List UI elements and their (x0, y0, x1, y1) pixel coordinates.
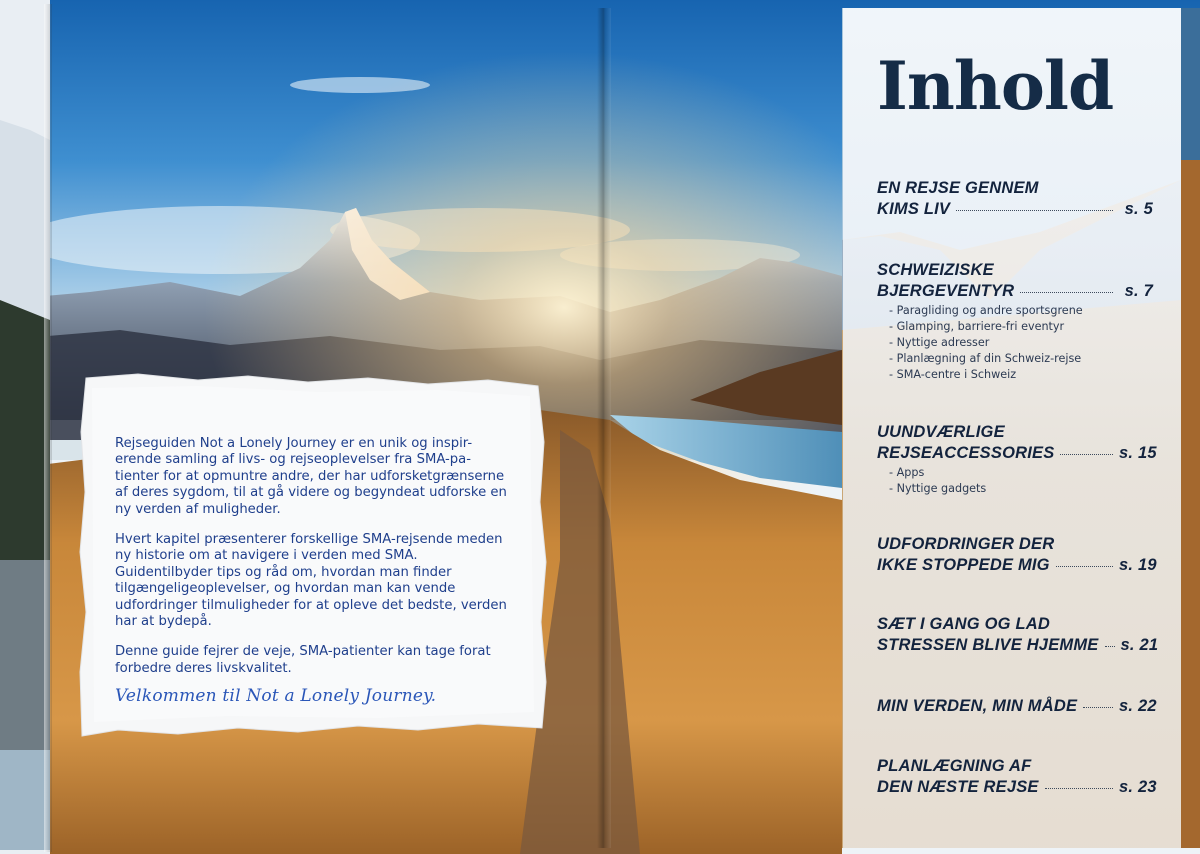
toc-subitem[interactable]: - Glamping, barriere-fri eventyr (889, 319, 1153, 335)
toc-subitem[interactable]: - Paragliding og andre sportsgrene (889, 303, 1153, 319)
table-of-contents (843, 8, 1181, 848)
intro-paper-card (78, 372, 550, 750)
toc-entry-title-line: PLANLÆGNING AF (877, 757, 1032, 775)
dot-leader (1020, 292, 1113, 293)
toc-entry[interactable] (877, 756, 1157, 797)
toc-subitem[interactable]: - Nyttige gadgets (889, 481, 1153, 497)
book-gutter (597, 8, 611, 848)
toc-subitems (889, 465, 1153, 497)
toc-entry-title-line: KIMS LIV (877, 199, 951, 218)
intro-paragraph: Hvert kapitel præsenterer forskellige SMA-rejsende meden ny historie om at navigere i verden med SMA. Guidentilbyder tips og råd om, hvordan man finder tilgængeligeoplevelser, og hvordan man kan vende udfordringer tilmuligheder for at opleve det bedste, verden har at bydepå. (115, 532, 507, 630)
toc-entry[interactable] (877, 260, 1153, 383)
toc-entry[interactable] (877, 614, 1159, 655)
toc-entry-last-line (877, 199, 1153, 220)
page-edge (44, 4, 52, 852)
toc-subitem[interactable]: - Apps (889, 465, 1153, 481)
dot-leader (1045, 788, 1113, 789)
toc-subitem[interactable]: - Nyttige adresser (889, 335, 1153, 351)
toc-entry-title-line: STRESSEN BLIVE HJEMME (877, 635, 1099, 654)
toc-entry-title-line: MIN VERDEN, MIN MÅDE (877, 697, 1078, 715)
toc-subitem[interactable]: - SMA-centre i Schweiz (889, 367, 1153, 383)
toc-page-number: s. 15 (1119, 443, 1157, 462)
toc-subitem[interactable]: - Planlægning af din Schweiz-rejse (889, 351, 1153, 367)
toc-entry-last-line (877, 777, 1157, 798)
dot-leader (1083, 707, 1113, 708)
toc-entry[interactable] (877, 534, 1157, 575)
toc-entry-last-line (877, 635, 1159, 656)
toc-entry[interactable] (877, 178, 1153, 219)
toc-entry-title-line: SCHWEIZISKE (877, 261, 994, 279)
toc-entry-title-line: DEN NÆSTE REJSE (877, 777, 1039, 796)
dot-leader (1105, 646, 1115, 647)
toc-entry-last-line (877, 555, 1157, 576)
intro-paragraph: Denne guide fejrer de veje, SMA-patienter kan tage forat forbedre deres livskvalitet. (115, 644, 491, 676)
toc-entry-title-line: UDFORDRINGER DER (877, 535, 1055, 553)
toc-entry-title-line: BJERGEVENTYR (877, 281, 1015, 300)
toc-entry-last-line (877, 696, 1157, 717)
toc-page-number: s. 19 (1119, 555, 1157, 574)
toc-page-number: s. 7 (1124, 281, 1153, 300)
toc-entry-title-line: IKKE STOPPEDE MIG (877, 555, 1050, 574)
toc-entry-title-line: REJSEACCESSORIES (877, 443, 1055, 462)
toc-entry-title-line: EN REJSE GENNEM (877, 179, 1039, 197)
toc-page-number: s. 21 (1120, 635, 1159, 654)
dot-leader (956, 210, 1113, 211)
toc-entry-last-line (877, 443, 1157, 464)
toc-subitems (889, 303, 1153, 383)
toc-entry-last-line (877, 281, 1153, 302)
dot-leader (1056, 566, 1113, 567)
toc-title: Inhold (877, 47, 1114, 125)
toc-entry-title-line: UUNDVÆRLIGE (877, 423, 1005, 441)
intro-text (115, 436, 513, 691)
toc-entry[interactable] (877, 696, 1157, 717)
toc-page-number: s. 23 (1119, 777, 1157, 796)
welcome-signature: Velkommen til Not a Lonely Journey. (115, 686, 437, 706)
toc-entry-title-line: SÆT I GANG OG LAD (877, 615, 1050, 633)
toc-entry[interactable] (877, 422, 1157, 497)
dot-leader (1060, 454, 1113, 455)
intro-paragraph: Rejseguiden Not a Lonely Journey er en unik og inspir-erende samling af livs- og rejseoplevelser fra SMA-pa-tienter for at opmuntre andre, der har udforsketgrænserne af deres sygdom, til at gå videre og begyndeat udforske en ny verden af muligheder. (115, 436, 507, 517)
toc-page-number: s. 5 (1124, 199, 1153, 218)
toc-page-number: s. 22 (1119, 697, 1157, 715)
